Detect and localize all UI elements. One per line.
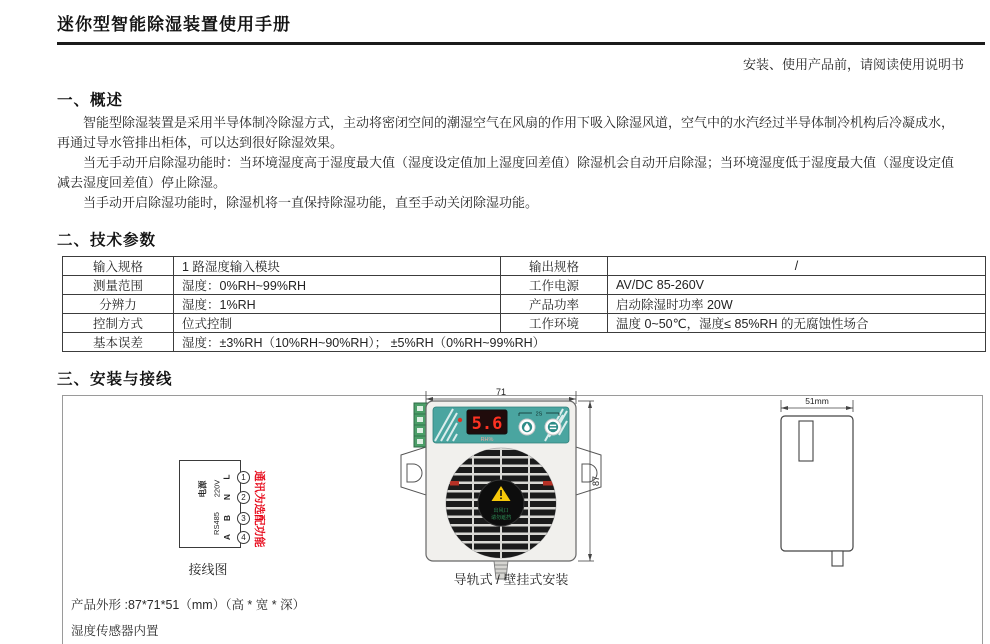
- table-row: [63, 257, 986, 276]
- overview-paragraph: 当无手动开启除湿功能时：当环境湿度高于湿度最大值（湿度设定值加上湿度回差值）除湿机会自动开启除湿；当环境湿度低于湿度最大值（湿度设定值减去湿度回差值）停止除湿。: [57, 155, 955, 190]
- humidity-set-button: [519, 419, 535, 435]
- section-install-heading: 三、安装与接线: [57, 371, 173, 388]
- overview-paragraph: 智能型除湿装置是采用半导体制冷除湿方式，主动将密闭空间的潮湿空气在风扇的作用下吸入除湿风道，空气中的水汽经过半导体制冷机构后冷凝成水，再通过导水管排出柜体，可以达到很好除湿效果。: [57, 115, 955, 150]
- table-row: [63, 333, 986, 352]
- table-row: [63, 314, 986, 333]
- terminal-label-B: B: [222, 514, 233, 522]
- terminal-1: 1: [237, 471, 250, 484]
- device-side-view: [763, 392, 883, 577]
- overview-paragraph: 当手动开启除湿功能时，除湿机将一直保持除湿功能，直至手动关闭除湿功能。: [83, 195, 539, 210]
- spec-label: 工作环境: [501, 314, 608, 333]
- control-panel: [433, 407, 569, 443]
- title-rule: [57, 42, 985, 45]
- spec-label: 输入规格: [63, 257, 174, 276]
- page-title: 迷你型智能除湿装置使用手册: [57, 15, 291, 34]
- section-overview-heading: 一、概述: [57, 92, 124, 109]
- spec-label: 工作电源: [501, 276, 608, 295]
- power-word-label: 电源: [197, 480, 208, 498]
- spec-label: 控制方式: [63, 314, 174, 333]
- spec-value: AV/DC 85-260V: [608, 276, 986, 295]
- table-row: [63, 276, 986, 295]
- spec-value: 1 路湿度输入模块: [174, 257, 501, 276]
- hold-2s-label: 2S: [535, 411, 543, 418]
- terminal-3: 3: [237, 512, 250, 525]
- spec-value: 湿度：±3%RH（10%RH~90%RH）； ±5%RH（0%RH~99%RH）: [174, 333, 986, 352]
- device-front-illustration: [391, 383, 611, 588]
- humidity-display-unit: RH%: [480, 437, 494, 443]
- terminal-label-N: N: [222, 493, 233, 501]
- spec-value: 位式控制: [174, 314, 501, 333]
- spec-value: 湿度：1%RH: [174, 295, 501, 314]
- table-row: [63, 295, 986, 314]
- terminal-2: 2: [237, 491, 250, 504]
- grille-warning-line1: 出风口: [493, 508, 509, 514]
- terminal-label-L: L: [221, 474, 232, 480]
- tech-specs-table: [62, 256, 986, 352]
- mount-caption: 导轨式 / 壁挂式安装: [453, 572, 569, 587]
- spec-label: 输出规格: [501, 257, 608, 276]
- rs485-label: RS485: [211, 512, 221, 535]
- spec-value: 启动除湿时功率 20W: [608, 295, 986, 314]
- grille-warning-line2: 请勿遮挡: [490, 515, 512, 521]
- spec-value: 温度 0~50℃，湿度≤ 85%RH 的无腐蚀性场合: [608, 314, 986, 333]
- dimension-height-label: 87: [591, 475, 601, 487]
- run-indicator-led: [458, 418, 462, 422]
- terminal-4: 4: [237, 531, 250, 544]
- spec-label: 基本误差: [63, 333, 174, 352]
- comm-optional-note: 通讯为选配功能: [253, 470, 265, 548]
- spec-label: 分辨力: [63, 295, 174, 314]
- section-specs-heading: 二、技术参数: [57, 232, 157, 249]
- terminal-label-A: A: [222, 533, 233, 541]
- installation-figure-box: [62, 387, 983, 644]
- power-voltage-label: 220V: [212, 479, 222, 498]
- wiring-caption: 接线图: [188, 562, 228, 577]
- dimension-depth-label: 51mm: [805, 396, 829, 406]
- power-set-button: [545, 419, 561, 435]
- spec-value: 湿度：0%RH~99%RH: [174, 276, 501, 295]
- spec-value: /: [608, 257, 986, 276]
- product-dimensions-note: 产品外形 :87*71*51（mm）（高 * 宽 * 深）: [71, 598, 306, 612]
- humidity-display-value: 5.6: [471, 414, 503, 434]
- read-before-use-notice: 安装、使用产品前，请阅读使用说明书: [742, 57, 964, 72]
- sensor-builtin-note: 湿度传感器内置: [71, 624, 159, 638]
- spec-label: 测量范围: [63, 276, 174, 295]
- spec-label: 产品功率: [501, 295, 608, 314]
- terminal-block: [414, 403, 427, 447]
- dimension-width-label: 71: [495, 387, 507, 397]
